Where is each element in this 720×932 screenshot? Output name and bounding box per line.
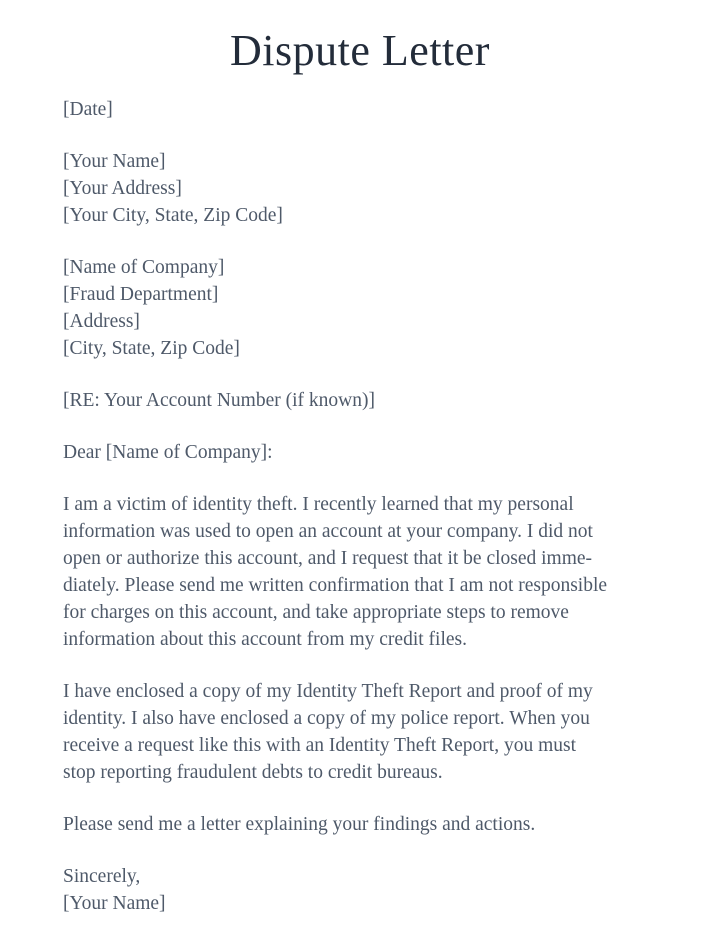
recipient-address-block xyxy=(63,254,662,362)
paragraph-line: receive a request like this with an Identity Theft Report, you must xyxy=(63,735,577,756)
sender-address-line: [Your Address] xyxy=(63,178,182,199)
paragraph-line: I have enclosed a copy of my Identity Theft Report and proof of my xyxy=(63,681,593,702)
paragraph-line: identity. I also have enclosed a copy of my police report. When you xyxy=(63,708,590,729)
paragraph-line: Please send me a letter explaining your findings and actions. xyxy=(63,814,536,835)
recipient-city-state-zip-line: [City, State, Zip Code] xyxy=(63,338,240,359)
sender-address-block xyxy=(63,148,662,229)
recipient-company-line: [Name of Company] xyxy=(63,257,225,278)
salutation: Dear [Name of Company]: xyxy=(63,442,273,463)
paragraph-line: stop reporting fraudulent debts to credit bureaus. xyxy=(63,762,443,783)
recipient-department-line: [Fraud Department] xyxy=(63,284,219,305)
paragraph-line: diately. Please send me written confirmation that I am not responsible xyxy=(63,575,608,596)
body-paragraph-1 xyxy=(63,491,662,653)
paragraph-line: for charges on this account, and take appropriate steps to remove xyxy=(63,602,569,623)
letter-body xyxy=(0,96,720,917)
date-block xyxy=(63,96,662,123)
sender-city-state-zip-line: [Your City, State, Zip Code] xyxy=(63,205,283,226)
paragraph-line: information about this account from my credit files. xyxy=(63,629,467,650)
body-paragraph-2 xyxy=(63,678,662,786)
paragraph-line: open or authorize this account, and I request that it be closed imme- xyxy=(63,548,593,569)
closing-block xyxy=(63,863,662,917)
signature-line: [Your Name] xyxy=(63,893,166,914)
re-line: [RE: Your Account Number (if known)] xyxy=(63,390,375,411)
paragraph-line: information was used to open an account at your company. I did not xyxy=(63,521,593,542)
letter-title: Dispute Letter xyxy=(230,26,490,75)
salutation-block xyxy=(63,439,662,466)
sender-name-line: [Your Name] xyxy=(63,151,166,172)
paragraph-line: I am a victim of identity theft. I recently learned that my personal xyxy=(63,494,574,515)
recipient-address-line: [Address] xyxy=(63,311,140,332)
body-paragraph-3 xyxy=(63,811,662,838)
date-placeholder: [Date] xyxy=(63,99,113,120)
closing-line: Sincerely, xyxy=(63,866,141,887)
re-block xyxy=(63,387,662,414)
